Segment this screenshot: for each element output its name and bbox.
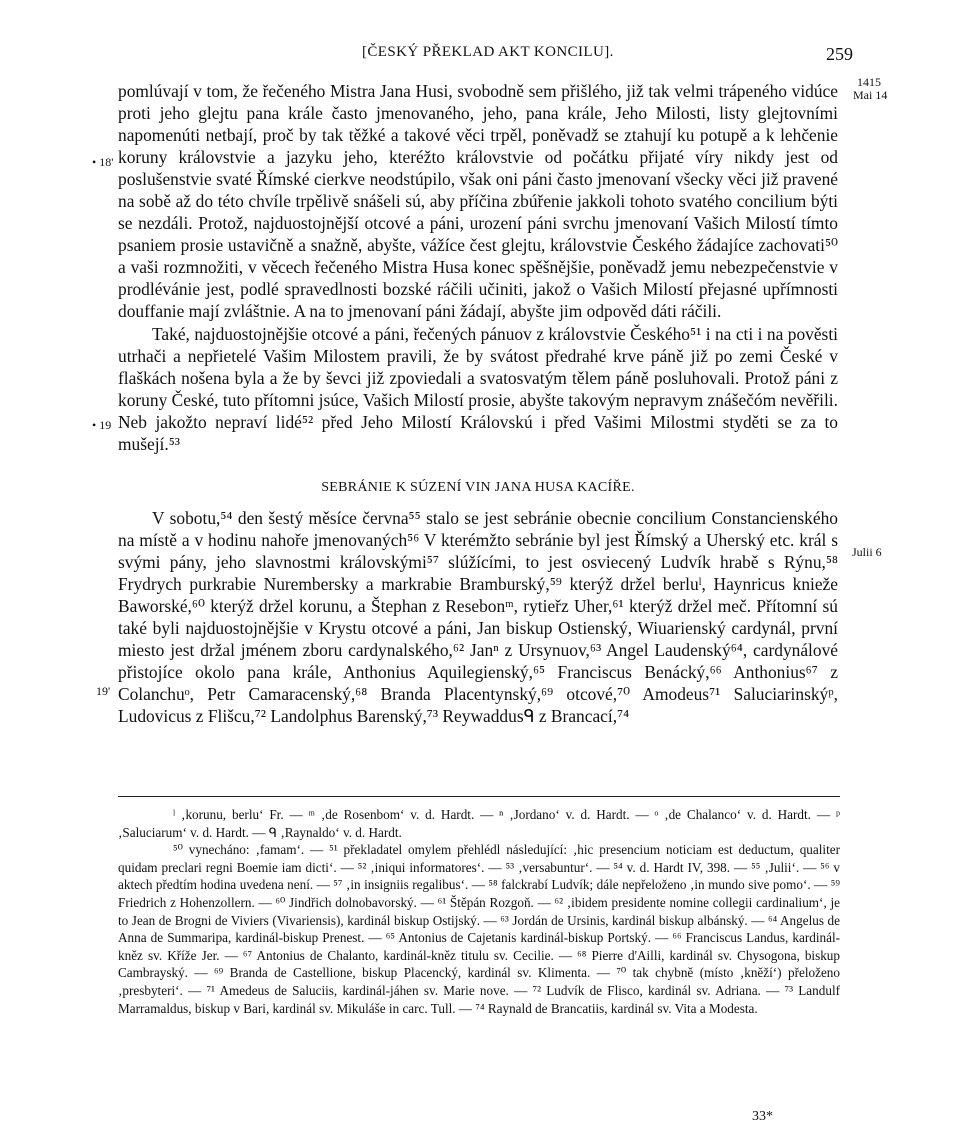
section-heading: SEBRÁNIE K SÚZENÍ VIN JANA HUSA KACÍŘE. [321,479,635,495]
margin-date-julii: Julii 6 [852,545,882,559]
signature-mark: 33* [752,1109,773,1124]
footnote-numbers: ⁵⁰ vynecháno: ‚famam‘. — ⁵¹ překladatel omylem přehlédl následující: ‚hic presencium noticiam est deductum, qualiter quidam preclari regni Boemie iam dicti‘. — ⁵² ‚iniqui informatores‘. — ⁵³ ‚versabuntur‘. — ⁵⁴ v. d. Hardt IV, 398. — ⁵⁵ ‚Julii‘. — ⁵⁶ v aktech předtím hodina uvedena není. — ⁵⁷ ‚in insigniis regalibus‘. — ⁵⁸ falckrabí Ludvík; dále nepřeloženo ‚in mundo sive pomo‘. — ⁵⁹ Friedrich z Hohenzollern. — ⁶⁰ Jindřich dolnobavorský. — ⁶¹ Štěpán Rozgoň. — ⁶² ‚ibidem presidente nomine collegii cardinalium‘, je to Jean de Brogni de Viviers (Vivariensis), kardinál biskup Ostijský. — ⁶³ Jordán de Ursinis, kardinál biskup albánský. — ⁶⁴ Angelus de Anna de Summaripa, kardinál-biskup Prenest. — ⁶⁵ Antonius de Cajetanis kardinál-biskup Portský. — ⁶⁶ Franciscus Landus, kardinál-kněz sv. Kříže Jer. — ⁶⁷ Antonius de Chalanto, kardinál-kněz titulu sv. Cecilie. — ⁶⁸ Pierre d'Ailli, kardinál sv. Chysogona, biskup Cambrayský. — ⁶⁹ Branda de Castellione, biskup Placencký, kardinál sv. Klimenta. — ⁷⁰ tak chybně (místo ‚kněží‘) přeloženo ‚presbyteri‘. — ⁷¹ Amedeus de Saluciis, kardinál-jáhen sv. Marie nove. — ⁷² Ludvík de Flisco, kardinál sv. Adriana. — ⁷³ Landulf Marramaldus, biskup v Bari, kardinál sv. Mikuláše in carc. Tull. — ⁷⁴ Raynald de Brancatiis, kardinál sv. Vita a Modesta. [118,842,840,1016]
main-text [118,80,838,727]
margin-date-mai: Mai 14 [853,88,888,102]
page-number: 259 [826,44,853,64]
paragraph-3: V sobotu,⁵⁴ den šestý měsíce června⁵⁵ stalo se jest sebránie obecnie concilium Constancienského na místě a v hodinu nahoře jmenovaných⁵⁶ V kterémžto sebránie byl jest Římský a Uherský etc. král s svými pány, jeho slavnostmi královskými⁵⁷ slúžícími, to jest osviecený Ludvík hrabě s Rýnu,⁵⁸ Frydrych purkrabie Nurembersky a markrabie Bramburský,⁵⁹ kterýž držel berluˡ, Haynricus knieže Baworské,⁶⁰ kterýž držel korunu, a Štephan z Resebonᵐ, rytieřz Uher,⁶¹ kterýž držel meč. Přítomní sú také byli najduostojnějšie v Krystu otcové a páni, Jan biskup Ostienský, Wiuarienský cardynál, první miesto jest držal jménem zboru cardynalského,⁶² Janⁿ z Ursynuov,⁶³ Angel Laudenský⁶⁴, cardynálové přistojíce okolo pana krále, Anthonius Aquilegienský,⁶⁵ Franciscus Benácký,⁶⁶ Anthonius⁶⁷ z Colanchuᵒ, Petr Camaracenský,⁶⁸ Branda Placentynský,⁶⁹ otcové,⁷⁰ Amodeus⁷¹ Saluciarinskýᵖ, Ludovicus z Flišcu,⁷² Landolphus Barenský,⁷³ Reywaddusᑫ z Brancací,⁷⁴ [118,507,838,727]
margin-ref-18: • 18' [92,155,114,169]
footnote-divider [118,796,840,797]
running-title: [ČESKÝ PŘEKLAD AKT KONCILU]. [362,44,614,60]
margin-ref-19b: 19' [96,684,111,698]
paragraph-2: Také, najduostojnějšie otcové a páni, řečených pánuov z královstvie Českého⁵¹ i na cti i na pověsti utrhači a nepřietelé Vašim Milostem pravili, že by svátost předrahé krve páně již po zemi České v flaškách nošena byla a že by ševci již zpoviedali a svatosvatým tělem páně posluhovali. Protož páni z koruny České, tuto přítomni jsúce, Vašich Milostí prosie, abyšte takovým nepravym znášečóm nevěřili. Neb jakožto nepraví lidé⁵² před Jeho Milostí Královskú i před Vašimi Milostmi styděti se za to mušejí.⁵³ [118,323,838,454]
footnotes [118,806,840,1017]
margin-year: 1415 [857,75,881,89]
margin-ref-19: • 19 [92,418,112,432]
footnote-letters: ˡ ‚korunu, berlu‘ Fr. — ᵐ ‚de Rosenbom‘ v. d. Hardt. — ⁿ ‚Jordano‘ v. d. Hardt. — ᵒ ‚de Chalanco‘ v. d. Hardt. — ᵖ ‚Saluciarum‘ v. d. Hardt. — ᑫ ‚Raynaldo‘ v. d. Hardt. [118,807,840,840]
paragraph-1: pomlúvají v tom, že řečeného Mistra Jana Husi, svobodně sem přišlého, již tak velmi trápeného vidúce proti jeho glejtu pana krále často jmenovaného, jeho, pana krále, Jeho Milosti, listy glejtovními napomenúti netbají, proč by tak těžké a takové věci trpěl, poněvadž se ztahují ku potupě a k lehčenie koruny královstvie a jazyku jeho, kteréžto královstvie od počátku přijaté víry nikdy jest od poslušenstvie svaté Římské cierkve neodstúpilo, však oni páni často jmenovaní všecky věci již pravené na sobě až do této chvíle trpělivě snášeli sú, aby příčina zbúřenie jakkoli tohoto svatého concilium býti se nezdáli. Protož, najduostojnější otcové a páni, urození páni svrchu jmenovaní Vašich Milostí tímto psaniem prosie ustavičně a snažně, abyšte, vážíce čest glejtu, královstvie Českého žádajíce zachovati⁵⁰ a vaši rozmnožiti, v věcech řečeného Mistra Husa konec spěšnějšie, poněvadž jemu nebezpečenstvie v prodlévánie jest, podlé spravedlnosti bozské ráčili učiniti, jakož o Vašich Milostí přejasné upřímnosti douffanie mají zvláštnie. A na to jmenovaní páni žádají, abyšte jim odpověd dáti ráčili. [118,81,838,322]
